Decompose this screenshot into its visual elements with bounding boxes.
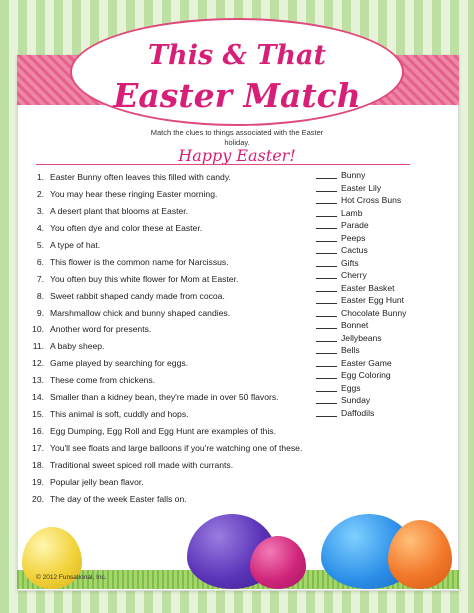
answer-item <box>316 207 406 220</box>
clue-number: 5. <box>36 239 44 250</box>
copyright: © 2012 Funsational, Inc. <box>36 574 107 581</box>
clue-text: This flower is the common name for Narcissus. <box>50 256 229 267</box>
answer-text: Bonnet <box>341 320 369 330</box>
clue-text: Traditional sweet spiced roll made with currants. <box>50 459 234 470</box>
clue-list <box>30 169 302 508</box>
clue-number: 4. <box>36 222 44 233</box>
answer-item <box>316 307 406 320</box>
clue-item <box>30 254 302 271</box>
instructions: Match the clues to things associated with the Easter holiday. <box>150 128 324 147</box>
answer-item <box>316 407 406 420</box>
answer-text: Egg Coloring <box>341 370 391 380</box>
clue-number: 3. <box>36 205 44 216</box>
clue-item <box>30 203 302 220</box>
answer-item <box>316 344 406 357</box>
answer-item <box>316 332 406 345</box>
answer-blank[interactable] <box>316 407 337 417</box>
clue-text: Smaller than a kidney bean, they're made in over 50 flavors. <box>50 392 279 403</box>
answer-text: Easter Egg Hunt <box>341 295 405 305</box>
clue-item <box>30 288 302 305</box>
answer-blank[interactable] <box>316 207 337 217</box>
clue-number: 14. <box>32 392 44 403</box>
clue-text: Sweet rabbit shaped candy made from cocoa. <box>50 290 225 301</box>
clue-item <box>30 271 302 288</box>
clue-number: 6. <box>36 256 44 267</box>
clue-item <box>30 338 302 355</box>
clue-text: These come from chickens. <box>50 375 156 386</box>
clue-text: You often buy this white flower for Mom at Easter. <box>50 273 239 284</box>
clue-text: This animal is soft, cuddly and hops. <box>50 409 189 420</box>
clue-text: A baby sheep. <box>50 341 105 352</box>
answer-item <box>316 282 406 295</box>
answer-item <box>316 357 406 370</box>
clue-text: Another word for presents. <box>50 324 152 335</box>
clue-text: Easter Bunny often leaves this filled with candy. <box>50 172 231 182</box>
clue-text: The day of the week Easter falls on. <box>50 493 187 504</box>
clue-item <box>30 491 302 508</box>
answer-blank[interactable] <box>316 357 337 367</box>
clue-item <box>30 372 302 389</box>
answer-text: Bells <box>341 345 360 355</box>
greeting: Happy Easter! <box>178 146 296 165</box>
answer-blank[interactable] <box>316 169 337 179</box>
answer-blank[interactable] <box>316 344 337 354</box>
answer-text: Lamb <box>341 207 363 218</box>
answer-blank[interactable] <box>316 194 337 204</box>
clue-item <box>30 355 302 372</box>
answer-item <box>316 194 406 207</box>
title-line-2: Easter Match <box>113 76 361 115</box>
clue-text: A desert plant that blooms at Easter. <box>50 205 189 216</box>
clue-number: 15. <box>32 409 44 420</box>
answer-text: Sunday <box>341 395 371 405</box>
clue-text: Marshmallow chick and bunny shaped candies. <box>50 307 231 318</box>
clue-item <box>30 457 302 474</box>
clue-number: 8. <box>36 290 44 301</box>
answer-text: Parade <box>341 220 369 230</box>
clue-number: 17. <box>32 443 44 453</box>
divider <box>36 164 410 165</box>
clue-number: 20. <box>32 493 44 504</box>
answer-blank[interactable] <box>316 319 337 329</box>
answer-blank[interactable] <box>316 382 337 392</box>
answer-item <box>316 319 406 332</box>
clue-item <box>30 389 302 406</box>
clue-text: You'll see floats and large balloons if you're watching one of these. <box>50 443 303 453</box>
answer-blank[interactable] <box>316 257 337 267</box>
clue-number: 9. <box>36 307 44 318</box>
clue-number: 18. <box>32 459 44 470</box>
answer-text: Easter Basket <box>341 282 395 293</box>
answer-item <box>316 219 406 232</box>
clue-number: 12. <box>32 358 44 369</box>
answer-blank[interactable] <box>316 244 337 254</box>
answer-item <box>316 394 406 407</box>
clue-text: A type of hat. <box>50 239 101 250</box>
clue-item <box>30 474 302 491</box>
clue-number: 19. <box>32 476 44 487</box>
answer-blank[interactable] <box>316 369 337 379</box>
answer-text: Bunny <box>341 170 366 180</box>
answer-text: Gifts <box>341 257 359 268</box>
answer-list <box>316 169 406 419</box>
answer-blank[interactable] <box>316 232 337 242</box>
answer-item <box>316 269 406 282</box>
clue-item <box>30 440 302 457</box>
answer-text: Daffodils <box>341 407 375 418</box>
answer-blank[interactable] <box>316 394 337 404</box>
clue-item <box>30 220 302 237</box>
answer-blank[interactable] <box>316 219 337 229</box>
answer-item <box>316 382 406 395</box>
answer-text: Cactus <box>341 245 368 255</box>
answer-text: Easter Game <box>341 357 392 368</box>
answer-item <box>316 169 406 182</box>
answer-item <box>316 244 406 257</box>
answer-text: Peeps <box>341 232 366 243</box>
answer-blank[interactable] <box>316 282 337 292</box>
clue-text: Game played by searching for eggs. <box>50 358 189 369</box>
answer-blank[interactable] <box>316 294 337 304</box>
clue-number: 1. <box>36 172 44 182</box>
clue-number: 13. <box>32 375 44 386</box>
clue-item <box>30 186 302 203</box>
clue-number: 16. <box>32 426 44 437</box>
clue-number: 10. <box>32 324 44 335</box>
answer-text: Eggs <box>341 382 361 393</box>
answer-blank[interactable] <box>316 332 337 342</box>
answer-item <box>316 369 406 382</box>
answer-text: Jellybeans <box>341 332 382 343</box>
answer-text: Hot Cross Buns <box>341 195 402 205</box>
clue-item <box>30 237 302 254</box>
answer-item <box>316 257 406 270</box>
answer-item <box>316 294 406 307</box>
clue-text: You often dye and color these at Easter. <box>50 222 203 233</box>
answer-item <box>316 182 406 195</box>
answer-text: Cherry <box>341 270 367 280</box>
clue-number: 2. <box>36 188 44 199</box>
clue-text: Egg Dumping, Egg Roll and Egg Hunt are examples of this. <box>50 426 276 437</box>
clue-item <box>30 423 302 440</box>
answer-blank[interactable] <box>316 307 337 317</box>
answer-item <box>316 232 406 245</box>
clue-number: 11. <box>32 341 44 352</box>
clue-item <box>30 321 302 338</box>
answer-text: Easter Lily <box>341 182 382 193</box>
clue-text: You may hear these ringing Easter morning. <box>50 188 218 199</box>
clue-item <box>30 305 302 322</box>
answer-text: Chocolate Bunny <box>341 307 407 318</box>
clue-item <box>30 406 302 423</box>
answer-blank[interactable] <box>316 269 337 279</box>
answer-blank[interactable] <box>316 182 337 192</box>
clue-text: Popular jelly bean flavor. <box>50 476 144 487</box>
magenta-egg-icon <box>250 536 306 589</box>
clue-number: 7. <box>36 273 44 284</box>
title-line-1: This & That <box>147 40 327 71</box>
clue-item <box>30 169 302 186</box>
